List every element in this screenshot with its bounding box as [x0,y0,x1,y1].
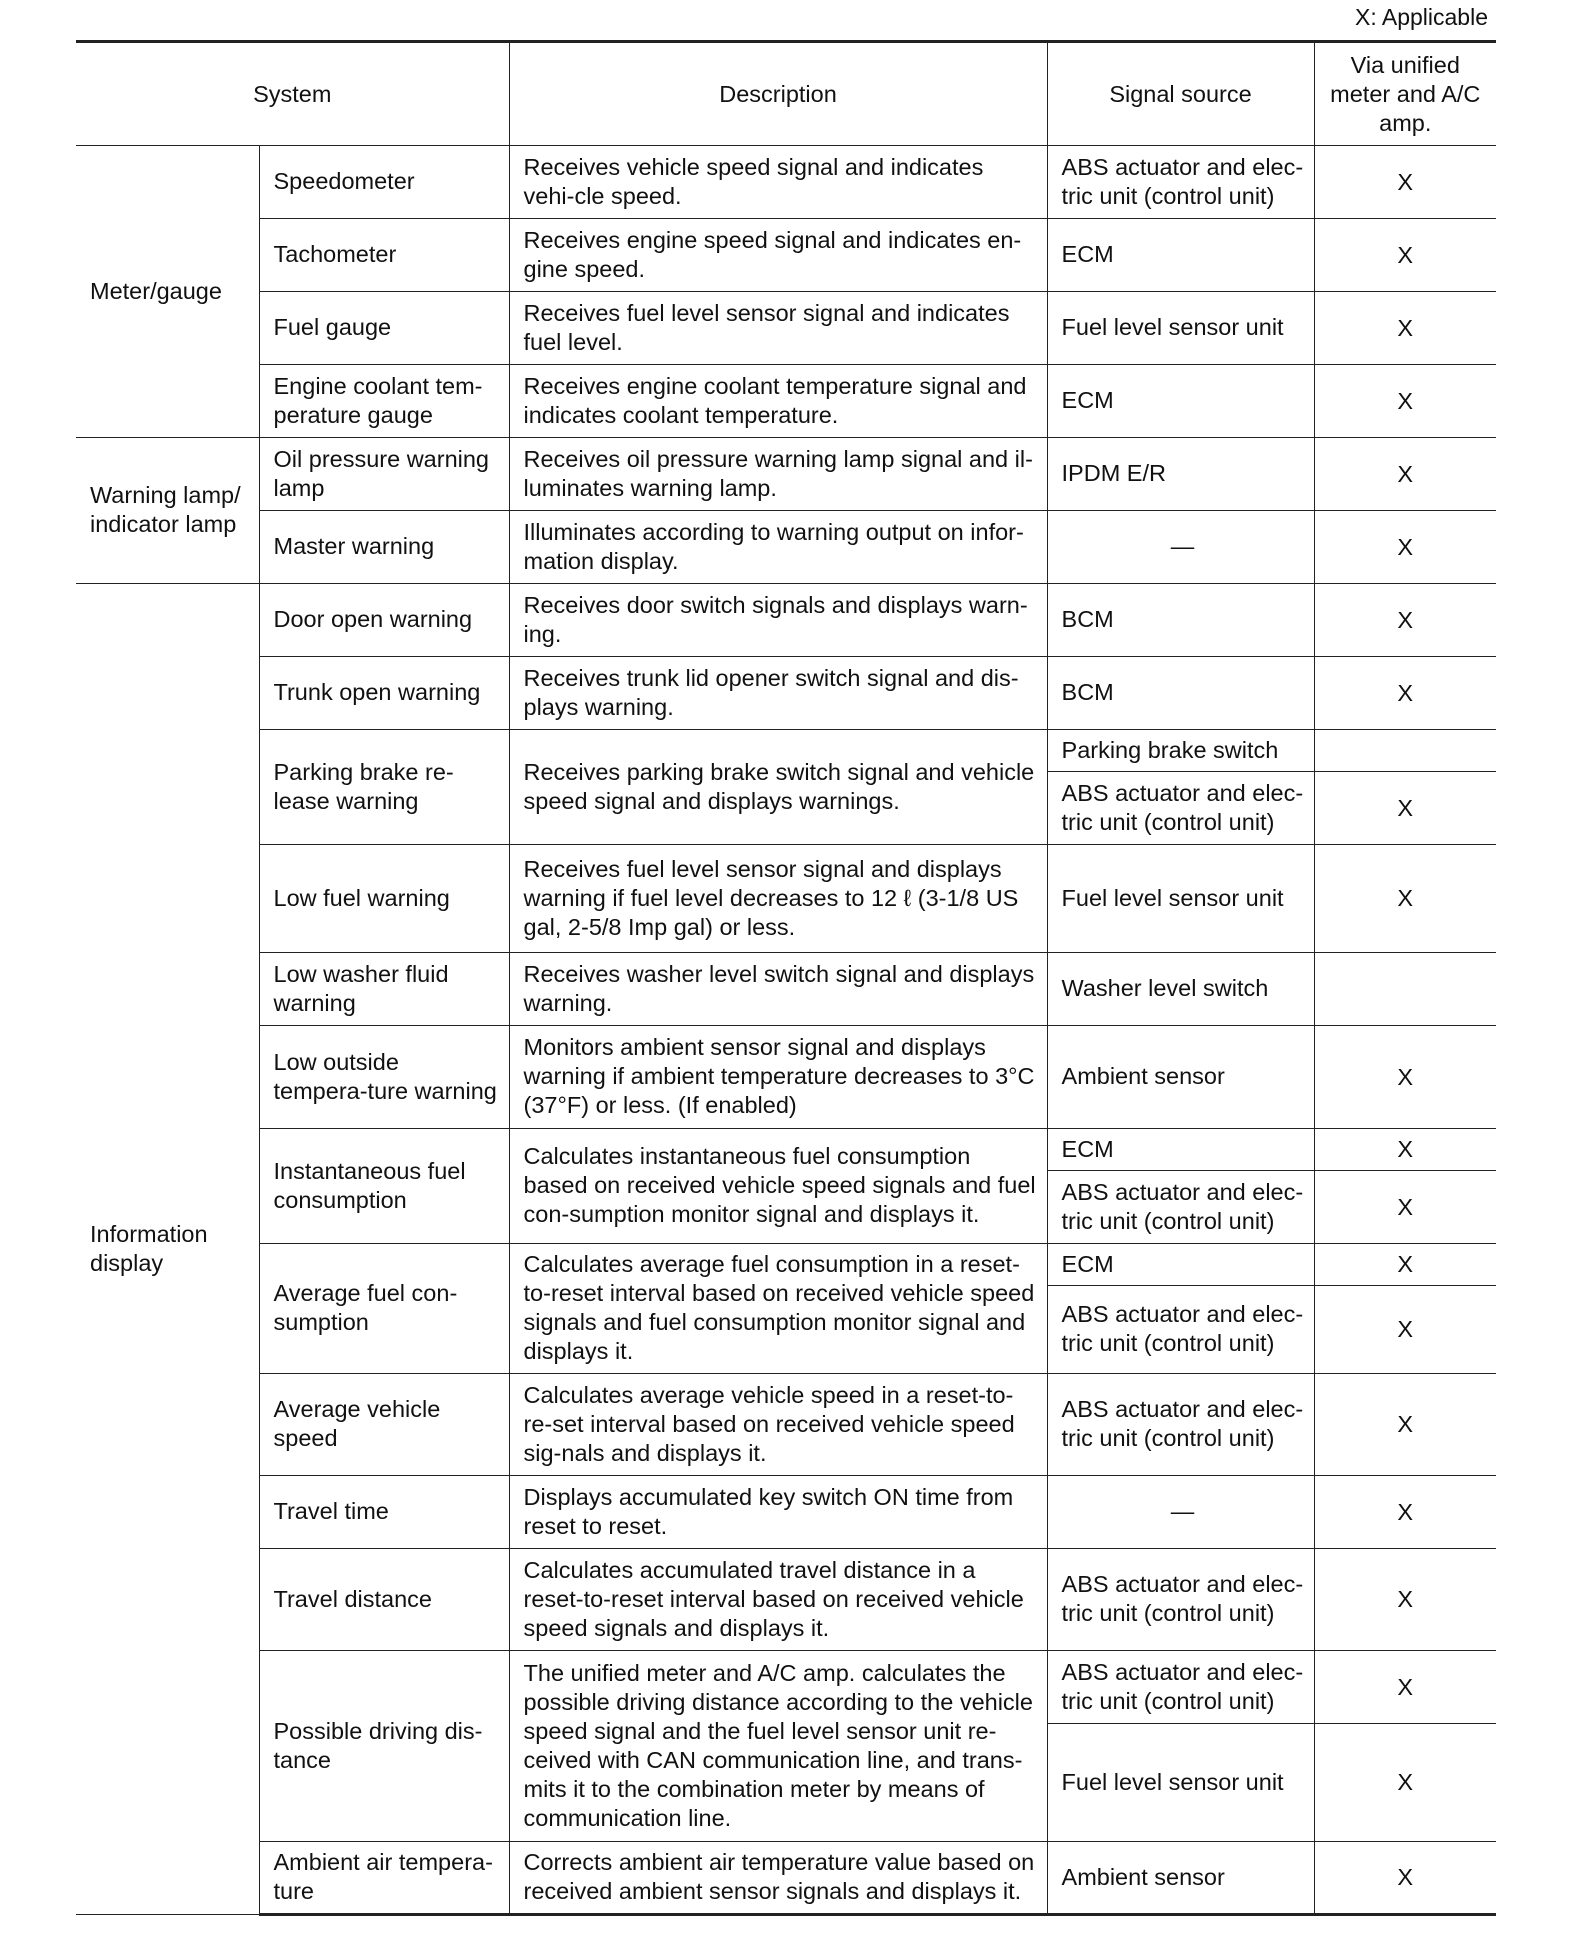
item-speedometer: Speedometer [259,146,509,219]
table-row [76,730,1496,772]
item-ambient-temp: Ambient air tempera-ture [259,1842,509,1915]
applicable-mark [1314,730,1496,772]
header-system: System [76,42,509,146]
applicable-mark: X [1314,1374,1496,1476]
item-travel-distance: Travel distance [259,1549,509,1651]
applicable-mark: X [1314,657,1496,730]
signal-source-cell: Parking brake switch [1047,730,1314,772]
description-cell: The unified meter and A/C amp. calculates the possible driving distance according to the vehicle speed signal and the fuel level sensor unit re-ceived with CAN communication line, and trans-mits it to the combination meter by means of communication line. [509,1651,1047,1842]
signal-source-cell: ECM [1047,219,1314,292]
applicable-mark: X [1314,1171,1496,1244]
item-low-outside-temp: Low outside tempera-ture warning [259,1026,509,1129]
item-travel-time: Travel time [259,1476,509,1549]
signal-source-cell: ECM [1047,1244,1314,1286]
table-row [76,365,1496,438]
signal-source-cell: Ambient sensor [1047,1026,1314,1129]
applicable-mark: X [1314,772,1496,845]
table-row [76,511,1496,584]
signal-source-cell: BCM [1047,584,1314,657]
signal-source-cell: BCM [1047,657,1314,730]
description-cell: Receives engine coolant temperature signal and indicates coolant temperature. [509,365,1047,438]
group-warning-lamp: Warning lamp/ indicator lamp [76,438,259,584]
system-table [76,40,1496,1916]
applicable-mark: X [1314,1651,1496,1724]
description-cell: Receives oil pressure warning lamp signal and il-luminates warning lamp. [509,438,1047,511]
applicable-mark: X [1314,511,1496,584]
item-oil-pressure: Oil pressure warning lamp [259,438,509,511]
table-row [76,845,1496,953]
description-cell: Illuminates according to warning output on infor-mation display. [509,511,1047,584]
signal-source-cell: IPDM E/R [1047,438,1314,511]
item-possible-distance: Possible driving dis-tance [259,1651,509,1842]
table-row [76,1549,1496,1651]
item-avg-fuel: Average fuel con-sumption [259,1244,509,1374]
table-row [76,1244,1496,1286]
description-cell: Receives engine speed signal and indicates en-gine speed. [509,219,1047,292]
signal-source-cell: ABS actuator and elec-tric unit (control unit) [1047,1171,1314,1244]
signal-source-cell: Washer level switch [1047,953,1314,1026]
signal-source-cell: ABS actuator and elec-tric unit (control unit) [1047,1651,1314,1724]
description-cell: Receives fuel level sensor signal and displays warning if fuel level decreases to 12 ℓ (3-1/8 US gal, 2-5/8 Imp gal) or less. [509,845,1047,953]
description-cell: Receives door switch signals and displays warn-ing. [509,584,1047,657]
item-parking-brake: Parking brake re-lease warning [259,730,509,845]
signal-source-cell: ABS actuator and elec-tric unit (control unit) [1047,1374,1314,1476]
item-instant-fuel: Instantaneous fuel consumption [259,1129,509,1244]
description-cell: Calculates accumulated travel distance in a reset-to-reset interval based on received vehicle speed signals and displays it. [509,1549,1047,1651]
table-row [76,219,1496,292]
header-via-unified: Via unified meter and A/C amp. [1314,42,1496,146]
applicable-mark [1314,953,1496,1026]
table-row [76,1651,1496,1724]
applicable-mark: X [1314,365,1496,438]
description-cell: Receives parking brake switch signal and vehicle speed signal and displays warnings. [509,730,1047,845]
signal-source-cell: Fuel level sensor unit [1047,1724,1314,1842]
description-cell: Calculates average vehicle speed in a reset-to-re-set interval based on received vehicle speed sig-nals and displays it. [509,1374,1047,1476]
header-row [76,42,1496,146]
table-row [76,1026,1496,1129]
signal-source-cell: ABS actuator and elec-tric unit (control unit) [1047,146,1314,219]
applicable-mark: X [1314,1129,1496,1171]
item-master-warning: Master warning [259,511,509,584]
signal-source-cell: ABS actuator and elec-tric unit (control unit) [1047,1286,1314,1374]
applicable-mark: X [1314,1476,1496,1549]
applicable-mark: X [1314,1549,1496,1651]
applicable-mark: X [1314,292,1496,365]
table-row [76,953,1496,1026]
signal-source-cell: ABS actuator and elec-tric unit (control unit) [1047,772,1314,845]
table-row [76,438,1496,511]
group-information-display: Information display [76,584,259,1915]
description-cell: Calculates instantaneous fuel consumption based on received vehicle speed signals and fuel con-sumption monitor signal and displays it. [509,1129,1047,1244]
applicable-mark: X [1314,146,1496,219]
group-meter-gauge: Meter/gauge [76,146,259,438]
description-cell: Receives vehicle speed signal and indicates vehi-cle speed. [509,146,1047,219]
item-coolant-gauge: Engine coolant tem-perature gauge [259,365,509,438]
description-cell: Receives fuel level sensor signal and indicates fuel level. [509,292,1047,365]
legend-note: X: Applicable [1355,4,1488,30]
signal-source-cell: — [1047,1476,1314,1549]
table-row [76,1129,1496,1171]
signal-source-cell: — [1047,511,1314,584]
table-row [76,1374,1496,1476]
table-row [76,657,1496,730]
header-description: Description [509,42,1047,146]
description-cell: Receives trunk lid opener switch signal and dis-plays warning. [509,657,1047,730]
description-cell: Corrects ambient air temperature value based on received ambient sensor signals and displays it. [509,1842,1047,1915]
item-low-fuel: Low fuel warning [259,845,509,953]
table-row [76,1842,1496,1915]
signal-source-cell: Ambient sensor [1047,1842,1314,1915]
item-door-open: Door open warning [259,584,509,657]
item-low-washer: Low washer fluid warning [259,953,509,1026]
item-trunk-open: Trunk open warning [259,657,509,730]
applicable-mark: X [1314,584,1496,657]
applicable-mark: X [1314,1286,1496,1374]
applicable-mark: X [1314,438,1496,511]
signal-source-cell: ECM [1047,1129,1314,1171]
description-cell: Displays accumulated key switch ON time from reset to reset. [509,1476,1047,1549]
table-row [76,1476,1496,1549]
applicable-mark: X [1314,845,1496,953]
item-fuel-gauge: Fuel gauge [259,292,509,365]
item-tachometer: Tachometer [259,219,509,292]
applicable-mark: X [1314,1842,1496,1915]
signal-source-cell: ECM [1047,365,1314,438]
applicable-mark: X [1314,1026,1496,1129]
applicable-mark: X [1314,1244,1496,1286]
item-avg-speed: Average vehicle speed [259,1374,509,1476]
applicable-mark: X [1314,1724,1496,1842]
signal-source-cell: Fuel level sensor unit [1047,845,1314,953]
description-cell: Receives washer level switch signal and displays warning. [509,953,1047,1026]
header-signal-source: Signal source [1047,42,1314,146]
signal-source-cell: Fuel level sensor unit [1047,292,1314,365]
applicable-mark: X [1314,219,1496,292]
table-row [76,146,1496,219]
description-cell: Calculates average fuel consumption in a reset-to-reset interval based on received vehicle speed signals and fuel consumption monitor signal and displays it. [509,1244,1047,1374]
description-cell: Monitors ambient sensor signal and displays warning if ambient temperature decreases to 3°C (37°F) or less. (If enabled) [509,1026,1047,1129]
table-row [76,292,1496,365]
table-row [76,584,1496,657]
signal-source-cell: ABS actuator and elec-tric unit (control unit) [1047,1549,1314,1651]
